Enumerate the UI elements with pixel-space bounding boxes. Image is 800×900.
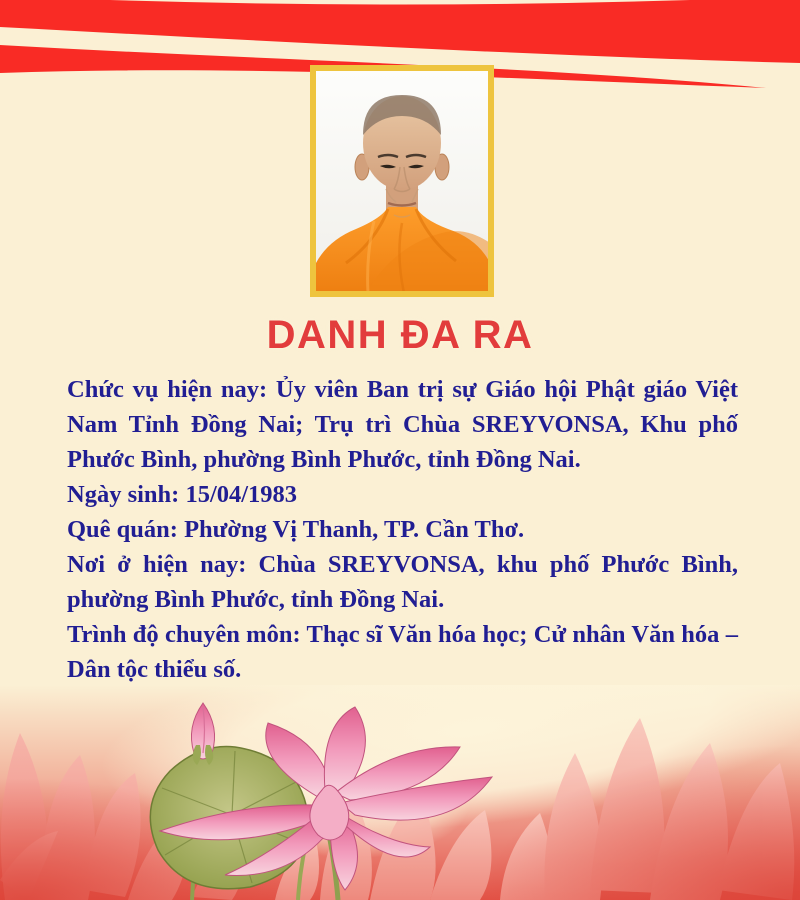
bio-current-position: Chức vụ hiện nay: Ủy viên Ban trị sự Giáo hội Phật giáo Việt Nam Tỉnh Đồng Nai; Trụ trì Chùa SREYVONSA, Khu phố Phước Bình, phường Bình Phước, tỉnh Đồng Nai. <box>67 376 738 473</box>
monk-portrait-image <box>316 71 488 291</box>
bio-current-residence: Nơi ở hiện nay: Chùa SREYVONSA, khu phố Phước Bình, phường Bình Phước, tỉnh Đồng Nai. <box>67 551 738 613</box>
photo-frame <box>310 65 494 297</box>
bio-hometown: Quê quán: Phường Vị Thanh, TP. Cần Thơ. <box>67 516 525 543</box>
bio-date-of-birth: Ngày sinh: 15/04/1983 <box>67 481 298 508</box>
bio-qualifications: Trình độ chuyên môn: Thạc sĩ Văn hóa học; Cử nhân Văn hóa – Dân tộc thiểu số. <box>67 621 738 683</box>
page-title: DANH ĐA RA <box>266 313 534 357</box>
bio-section <box>67 372 738 687</box>
lotus-watercolor-artwork <box>0 685 800 900</box>
